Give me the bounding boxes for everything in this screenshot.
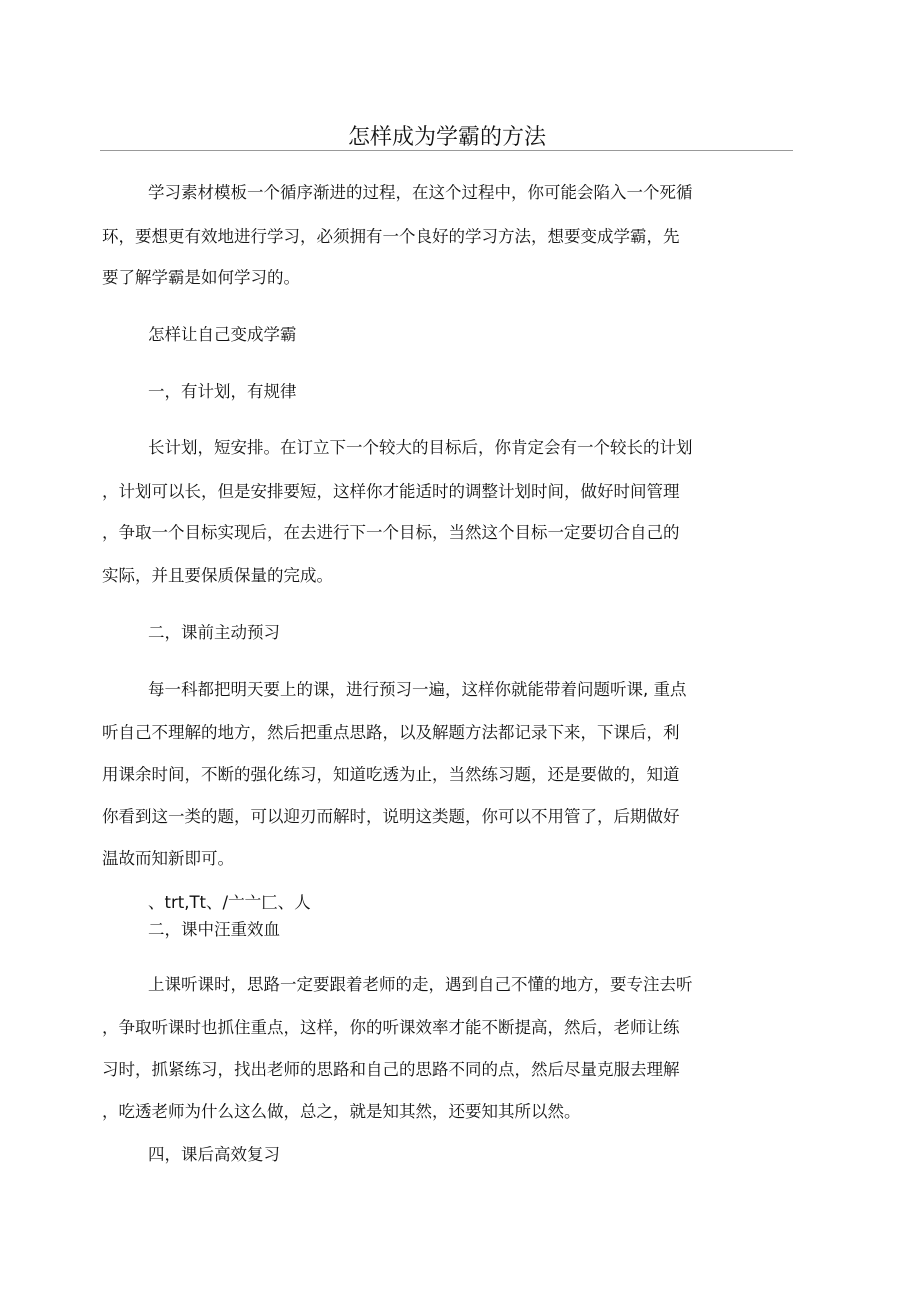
section-heading: 二，课前主动预习: [148, 623, 280, 642]
document-title: 怎样成为学霸的方法: [347, 125, 546, 150]
paragraph-line: ，吃透老师为什么这么做，总之，就是知其然，还要知其所以然。: [102, 1102, 581, 1121]
section-heading: 四，课后高效复习: [148, 1145, 280, 1164]
section-heading: 二，课中汪重效血: [148, 920, 280, 939]
paragraph-line: ，争取一个目标实现后，在去进行下一个目标，当然这个目标一定要切合自己的: [102, 523, 680, 542]
section-heading: 一，有计划，有规律: [148, 382, 297, 401]
paragraph-line: ，计划可以长，但是安排要短，这样你才能适时的调整计划时间，做好时间管理: [102, 482, 680, 501]
paragraph-line: ，争取听课时也抓住重点，这样，你的听课效率才能不断提高，然后，老师让练: [102, 1018, 680, 1037]
paragraph-line: 上课听课时，思路一定要跟着老师的走，遇到自己不懂的地方，要专注去听: [148, 975, 693, 994]
paragraph-line: 每一科都把明天要上的课，进行预习一遍，这样你就能带着问题听课, 重点: [148, 680, 687, 699]
paragraph-line: 学习素材模板一个循序渐进的过程，在这个过程中，你可能会陷入一个死循: [148, 183, 693, 202]
paragraph-line: 环，要想更有效地进行学习，必须拥有一个良好的学习方法，想要变成学霸，先: [102, 227, 680, 246]
paragraph-line: 要了解学霸是如何学习的。: [102, 268, 300, 287]
paragraph-line: 实际，并且要保质保量的完成。: [102, 566, 333, 585]
paragraph-line: 用课余时间，不断的强化练习，知道吃透为止，当然练习题，还是要做的，知道: [102, 765, 680, 784]
paragraph-line: 温故而知新即可。: [102, 849, 234, 868]
garbled-line: 、trt,Tt、/亠亠匚、人: [148, 893, 311, 912]
paragraph-line: 习时，抓紧练习，找出老师的思路和自己的思路不同的点，然后尽量克服去理解: [102, 1060, 680, 1079]
paragraph-line: 长计划，短安排。在订立下一个较大的目标后，你肯定会有一个较长的计划: [148, 438, 693, 457]
section-heading: 怎样让自己变成学霸: [148, 325, 297, 344]
paragraph-line: 你看到这一类的题，可以迎刃而解时，说明这类题，你可以不用管了，后期做好: [102, 807, 680, 826]
title-divider: [100, 150, 793, 151]
paragraph-line: 听自己不理解的地方，然后把重点思路，以及解题方法都记录下来，下课后，利: [102, 723, 680, 742]
